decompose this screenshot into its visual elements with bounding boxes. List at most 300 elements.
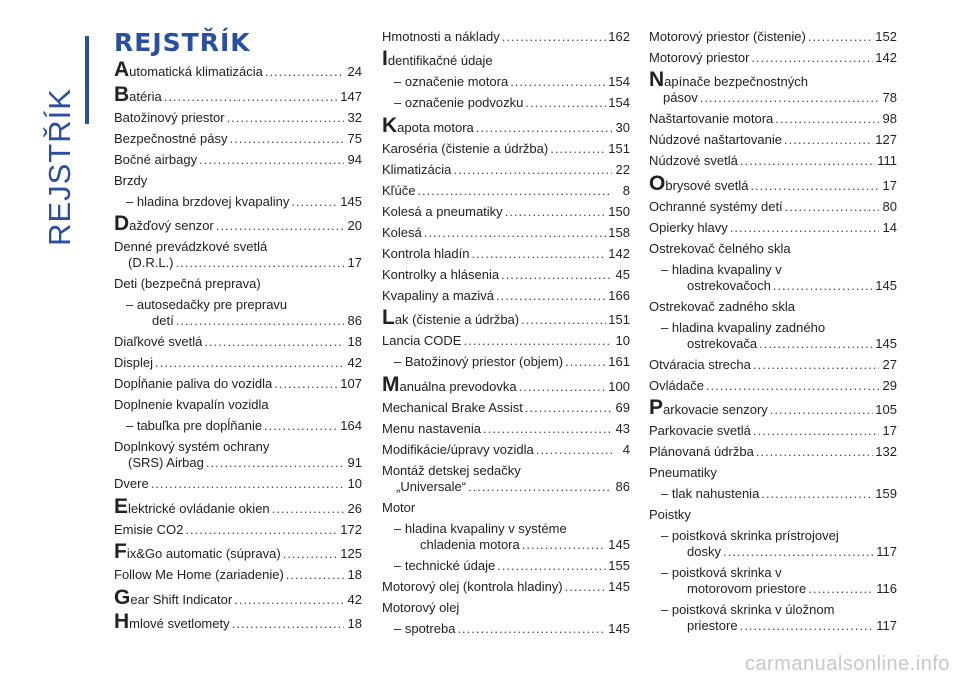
dot-leader <box>525 95 606 111</box>
entry-text <box>649 507 691 523</box>
side-section-label: REJSTŘÍK <box>42 88 78 246</box>
entry-label: – technické údaje <box>394 557 496 573</box>
entry-text <box>114 376 272 392</box>
index-entry <box>382 331 630 352</box>
entry-text <box>661 528 839 544</box>
entry-label: ažďový senzor <box>129 218 214 233</box>
entry-label: Kolesá <box>382 224 422 240</box>
entry-text <box>649 29 806 45</box>
dot-leader <box>501 267 612 283</box>
entry-text <box>649 50 749 66</box>
dot-leader <box>234 592 344 608</box>
entry-text <box>382 579 563 595</box>
page-number: 24 <box>347 64 362 79</box>
page-number: 107 <box>340 376 362 391</box>
entry-text <box>382 333 461 349</box>
dot-leader <box>424 225 607 241</box>
page-number: 117 <box>876 618 897 633</box>
entry-text <box>114 334 202 350</box>
index-entry <box>382 159 630 180</box>
entry-label: Motorový olej <box>382 599 460 615</box>
index-entry <box>649 196 897 217</box>
dot-leader <box>417 183 612 199</box>
index-entry <box>649 421 897 442</box>
index-column-3 <box>649 26 897 637</box>
dot-leader <box>502 29 607 45</box>
entry-label: – hladina brzdovej kvapaliny <box>126 193 290 209</box>
page-number: 91 <box>347 455 362 470</box>
entry-label: Motorový olej (kontrola hladiny) <box>382 578 563 594</box>
dot-leader <box>204 334 344 350</box>
entry-label: dentifikačné údaje <box>387 53 493 68</box>
dot-leader <box>525 400 612 416</box>
index-entry <box>382 93 630 114</box>
entry-text <box>382 204 503 220</box>
index-entry <box>382 460 630 497</box>
entry-label: apota motora <box>397 119 474 135</box>
index-entry <box>114 395 362 416</box>
entry-label: ix&Go automatic (súprava) <box>126 546 281 561</box>
index-entry <box>382 138 630 159</box>
dot-leader <box>522 537 607 553</box>
page-number: 111 <box>877 153 897 168</box>
dot-leader <box>565 354 606 370</box>
page-title: REJSTŘÍK <box>114 28 251 57</box>
page-number: 78 <box>882 90 897 105</box>
page-number: 145 <box>608 620 630 636</box>
entry-text <box>382 183 415 199</box>
dot-leader <box>286 567 344 583</box>
page-number: 162 <box>608 28 630 44</box>
index-entry <box>649 563 897 600</box>
entry-label: – autosedačky pre prepravu <box>126 297 288 312</box>
entry-text <box>382 162 451 178</box>
index-entry <box>382 264 630 285</box>
index-entry <box>649 172 897 197</box>
entry-label: Denné prevádzkové svetlá <box>114 239 268 254</box>
page-number: 155 <box>608 557 630 573</box>
dot-leader <box>784 132 873 148</box>
entry-label: Karoséria (čistenie a údržba) <box>382 140 549 156</box>
dot-leader <box>756 444 873 460</box>
index-entry <box>114 274 362 295</box>
entry-text <box>382 141 548 157</box>
index-entry <box>649 130 897 151</box>
entry-text <box>114 397 269 413</box>
entry-label: utomatická klimatizácia <box>129 64 263 79</box>
entry-label: Bočné airbagy <box>114 151 198 167</box>
entry-text <box>394 621 455 637</box>
index-entry <box>114 540 362 565</box>
dot-leader <box>155 355 344 371</box>
entry-label: apínače bezpečnostných <box>664 74 808 89</box>
entry-text <box>382 246 469 262</box>
dot-leader <box>164 89 339 105</box>
dot-leader <box>750 178 879 194</box>
dot-leader <box>753 357 879 373</box>
entry-label: Otváracia strecha <box>649 356 751 372</box>
entry-label: Displej <box>114 355 154 370</box>
entry-label: Naštartovanie motora <box>649 111 774 126</box>
entry-text <box>114 439 269 455</box>
entry-text <box>114 82 162 106</box>
page-number: 154 <box>608 95 630 110</box>
page-number: 116 <box>876 581 897 596</box>
entry-label: Klimatizácia <box>382 161 452 177</box>
dot-leader <box>759 336 873 352</box>
entry-text <box>661 262 782 278</box>
entry-label: Poistky <box>649 507 691 522</box>
page-number: 18 <box>347 567 362 582</box>
page-number: 152 <box>875 28 897 44</box>
page-number: 147 <box>340 88 362 104</box>
entry-initial-letter: G <box>114 585 131 609</box>
dot-leader <box>453 162 612 178</box>
page-number: 86 <box>615 478 630 494</box>
entry-text <box>114 355 153 371</box>
entry-text <box>114 585 233 609</box>
entry-text <box>114 131 227 147</box>
entry-label: Dvere <box>114 476 149 491</box>
dot-leader <box>505 204 607 220</box>
entry-label: Lancia CODE <box>382 333 462 348</box>
index-entry <box>114 519 362 540</box>
entry-initial-letter: M <box>382 372 400 396</box>
entry-label: – spotreba <box>394 620 456 636</box>
entry-text <box>382 225 422 241</box>
index-entry <box>382 222 630 243</box>
page-number: 26 <box>347 500 362 516</box>
dot-leader <box>550 141 606 157</box>
index-entry <box>382 576 630 597</box>
entry-label: Montáž detskej sedačky <box>382 462 521 478</box>
index-entry <box>649 354 897 375</box>
dot-leader <box>700 90 879 106</box>
entry-label: – poistková skrinka v <box>661 565 782 580</box>
entry-label: Deti (bezpečná preprava) <box>114 276 261 291</box>
entry-initial-letter: K <box>382 113 398 137</box>
page-number: 29 <box>882 377 897 393</box>
entry-label: Núdzové naštartovanie <box>649 132 782 147</box>
entry-label: Motorový priestor <box>649 49 750 65</box>
entry-label: anuálna prevodovka <box>399 378 517 394</box>
entry-label: brysové svetlá <box>665 177 749 193</box>
dot-leader <box>706 378 879 394</box>
entry-label-continued: ostrekovača <box>687 335 758 351</box>
index-entry <box>114 586 362 611</box>
entry-label: Kvapaliny a mazivá <box>382 287 494 303</box>
entry-label: – hladina kvapaliny v <box>661 261 782 277</box>
dot-leader <box>151 476 344 492</box>
index-entry <box>114 107 362 128</box>
entry-text <box>649 444 754 460</box>
entry-label: Doplnenie kvapalín vozidla <box>114 397 269 412</box>
page-number: 80 <box>882 198 897 214</box>
index-entry <box>649 217 897 238</box>
dot-leader <box>496 288 606 304</box>
page-number: 42 <box>347 591 362 607</box>
entry-label: Parkovacie svetlá <box>649 423 751 438</box>
entry-label: ak (čistenie a údržba) <box>394 312 520 327</box>
entry-text <box>649 357 751 373</box>
entry-text <box>114 239 267 255</box>
entry-text <box>382 372 517 396</box>
index-entry <box>382 397 630 418</box>
entry-text <box>114 110 225 126</box>
page-number: 159 <box>875 486 897 501</box>
index-entry <box>114 237 362 274</box>
entry-label: – označenie motora <box>394 74 509 89</box>
index-entry <box>382 26 630 47</box>
entry-label: – hladina kvapaliny zadného <box>661 319 826 335</box>
page-number: 69 <box>615 399 630 415</box>
dot-leader <box>740 618 875 634</box>
index-entry <box>382 243 630 264</box>
page-number: 22 <box>615 161 630 177</box>
dot-leader <box>785 199 879 215</box>
entry-initial-letter: I <box>382 47 388 70</box>
index-entry <box>114 353 362 374</box>
dot-leader <box>761 486 873 502</box>
entry-text <box>394 521 567 537</box>
index-entry <box>649 396 897 421</box>
entry-initial-letter: D <box>114 212 130 235</box>
dot-leader <box>457 621 606 637</box>
index-entry <box>114 149 362 170</box>
index-entry <box>649 238 897 259</box>
entry-label: Kontrolky a hlásenia <box>382 266 500 282</box>
dot-leader <box>775 111 879 127</box>
entry-text <box>649 68 808 91</box>
entry-text <box>382 267 499 283</box>
index-entry <box>649 600 897 637</box>
index-column-2 <box>382 26 630 639</box>
entry-text <box>394 95 523 111</box>
entry-label: Mechanical Brake Assist <box>382 399 523 415</box>
entry-text <box>114 212 214 235</box>
index-entry <box>649 375 897 396</box>
page-number: 164 <box>340 418 362 433</box>
entry-text <box>649 111 773 127</box>
dot-leader <box>808 29 874 45</box>
page-number: 18 <box>347 616 362 631</box>
page-number: 18 <box>347 334 362 349</box>
page-number: 14 <box>882 219 897 235</box>
dot-leader <box>274 376 338 392</box>
entry-text <box>382 306 520 329</box>
index-entry <box>114 565 362 586</box>
dot-leader <box>770 402 874 418</box>
index-entry <box>649 259 897 296</box>
dot-leader <box>753 423 879 439</box>
entry-label: Kľúče <box>382 182 416 198</box>
page-number: 127 <box>875 132 897 147</box>
entry-text <box>394 74 508 90</box>
index-entry <box>382 201 630 222</box>
page-number: 43 <box>615 420 630 436</box>
dot-leader <box>272 501 344 517</box>
entry-label: – označenie podvozku <box>394 95 524 110</box>
index-entry <box>114 295 362 332</box>
page-number: 154 <box>608 74 630 89</box>
page-number: 100 <box>608 378 630 394</box>
page-number: 145 <box>608 536 630 552</box>
entry-text <box>114 58 263 81</box>
dot-leader <box>176 255 345 271</box>
index-entry <box>382 180 630 201</box>
index-entry <box>382 373 630 398</box>
index-entry <box>114 170 362 191</box>
index-entry <box>114 610 362 635</box>
entry-text <box>382 421 481 437</box>
page-number: 4 <box>622 441 630 457</box>
page-number: 145 <box>875 335 897 351</box>
entry-label-continued: (SRS) Airbag <box>128 455 204 470</box>
entry-text <box>114 476 149 492</box>
dot-leader <box>468 479 612 495</box>
index-entry <box>382 618 630 639</box>
page-number: 151 <box>608 312 630 327</box>
index-entry <box>114 191 362 212</box>
page-number: 142 <box>875 49 897 65</box>
page-number: 17 <box>882 177 897 193</box>
page-number: 125 <box>340 546 362 561</box>
entry-text <box>382 47 493 70</box>
index-entry <box>382 285 630 306</box>
entry-label: Batožinový priestor <box>114 109 225 125</box>
entry-label: Ochranné systémy detí <box>649 198 783 214</box>
page-number: 75 <box>347 130 362 146</box>
dot-leader <box>227 110 344 126</box>
index-entry <box>114 374 362 395</box>
entry-text <box>126 194 289 210</box>
entry-text <box>661 565 782 581</box>
dot-leader <box>751 50 873 66</box>
entry-text <box>114 522 183 538</box>
page-number: 32 <box>347 109 362 125</box>
entry-initial-letter: O <box>649 171 666 195</box>
entry-text <box>649 199 783 215</box>
index-entry <box>114 128 362 149</box>
page-number: 45 <box>615 266 630 282</box>
index-entry <box>382 72 630 93</box>
entry-text <box>114 540 281 563</box>
index-entry <box>114 416 362 437</box>
page-number: 94 <box>347 151 362 167</box>
page-number: 105 <box>875 402 897 417</box>
entry-label: atéria <box>129 88 162 104</box>
page-number: 8 <box>622 182 630 198</box>
dot-leader <box>521 312 606 328</box>
entry-label-continued: pásov <box>663 90 698 105</box>
page-number: 151 <box>608 140 630 156</box>
entry-text <box>126 418 262 434</box>
entry-text <box>661 602 834 618</box>
entry-label: Modifikácie/úpravy vozidla <box>382 441 534 457</box>
entry-label: Motor <box>382 499 416 515</box>
entry-label: Ostrekovač čelného skla <box>649 240 791 256</box>
index-entry <box>382 555 630 576</box>
dot-leader <box>264 418 338 434</box>
entry-text <box>394 354 563 370</box>
index-entry <box>382 439 630 460</box>
dot-leader <box>536 442 612 458</box>
entry-initial-letter: A <box>114 58 130 81</box>
page-number: 158 <box>608 224 630 240</box>
entry-initial-letter: L <box>382 306 395 329</box>
page-number: 27 <box>882 356 897 372</box>
entry-text <box>114 152 197 168</box>
page-number: 145 <box>340 193 362 209</box>
page-number: 145 <box>875 277 897 293</box>
index-entry <box>382 597 630 618</box>
entry-text <box>649 153 738 169</box>
page-number: 30 <box>615 119 630 135</box>
entry-label: Motorový priestor (čistenie) <box>649 28 806 44</box>
index-entry <box>382 47 630 72</box>
entry-text <box>649 171 749 195</box>
entry-label: Kontrola hladín <box>382 245 470 261</box>
entry-label: Hmotnosti a náklady <box>382 28 500 44</box>
page-number: 161 <box>608 354 630 369</box>
dot-leader <box>808 581 874 597</box>
index-entry <box>382 518 630 555</box>
index-entry <box>114 474 362 495</box>
page-number: 166 <box>608 287 630 303</box>
index-entry <box>114 437 362 474</box>
dot-leader <box>216 218 344 234</box>
dot-leader <box>476 120 612 136</box>
dot-leader <box>773 278 873 294</box>
index-entry <box>114 332 362 353</box>
entry-text <box>649 465 717 481</box>
page-number: 132 <box>875 444 897 459</box>
entry-label: Plánovaná údržba <box>649 444 754 459</box>
page-number: 20 <box>347 218 362 233</box>
entry-text <box>126 297 287 313</box>
entry-label: – poistková skrinka v úložnom <box>661 602 835 617</box>
entry-text <box>114 494 270 518</box>
entry-label: Follow Me Home (zariadenie) <box>114 567 284 582</box>
dot-leader <box>723 544 874 560</box>
index-entry <box>649 296 897 317</box>
entry-text <box>649 378 704 394</box>
entry-label: mlové svetlomety <box>129 616 230 631</box>
entry-label: Kolesá a pneumatiky <box>382 203 503 219</box>
page-number: 17 <box>347 255 362 270</box>
dot-leader <box>483 421 612 437</box>
dot-leader <box>510 74 606 90</box>
entry-text <box>114 610 230 633</box>
entry-label: – tabuľka pre dopĺňanie <box>126 418 263 433</box>
entry-initial-letter: B <box>114 82 130 106</box>
dot-leader <box>519 379 607 395</box>
dot-leader <box>730 220 879 236</box>
entry-text <box>382 29 500 45</box>
index-entry <box>649 109 897 130</box>
page-number: 172 <box>340 521 362 537</box>
dot-leader <box>471 246 606 262</box>
entry-text <box>649 423 751 439</box>
page-number: 10 <box>615 333 630 348</box>
entry-label: – poistková skrinka prístrojovej <box>661 528 839 543</box>
dot-leader <box>565 579 607 595</box>
entry-label: lektrické ovládanie okien <box>128 500 270 516</box>
entry-label-continued: dosky <box>687 544 721 559</box>
page-number: 117 <box>876 544 897 559</box>
entry-label-continued: „Universale“ <box>396 478 467 494</box>
entry-label: Dopĺňanie paliva do vozidla <box>114 376 273 391</box>
